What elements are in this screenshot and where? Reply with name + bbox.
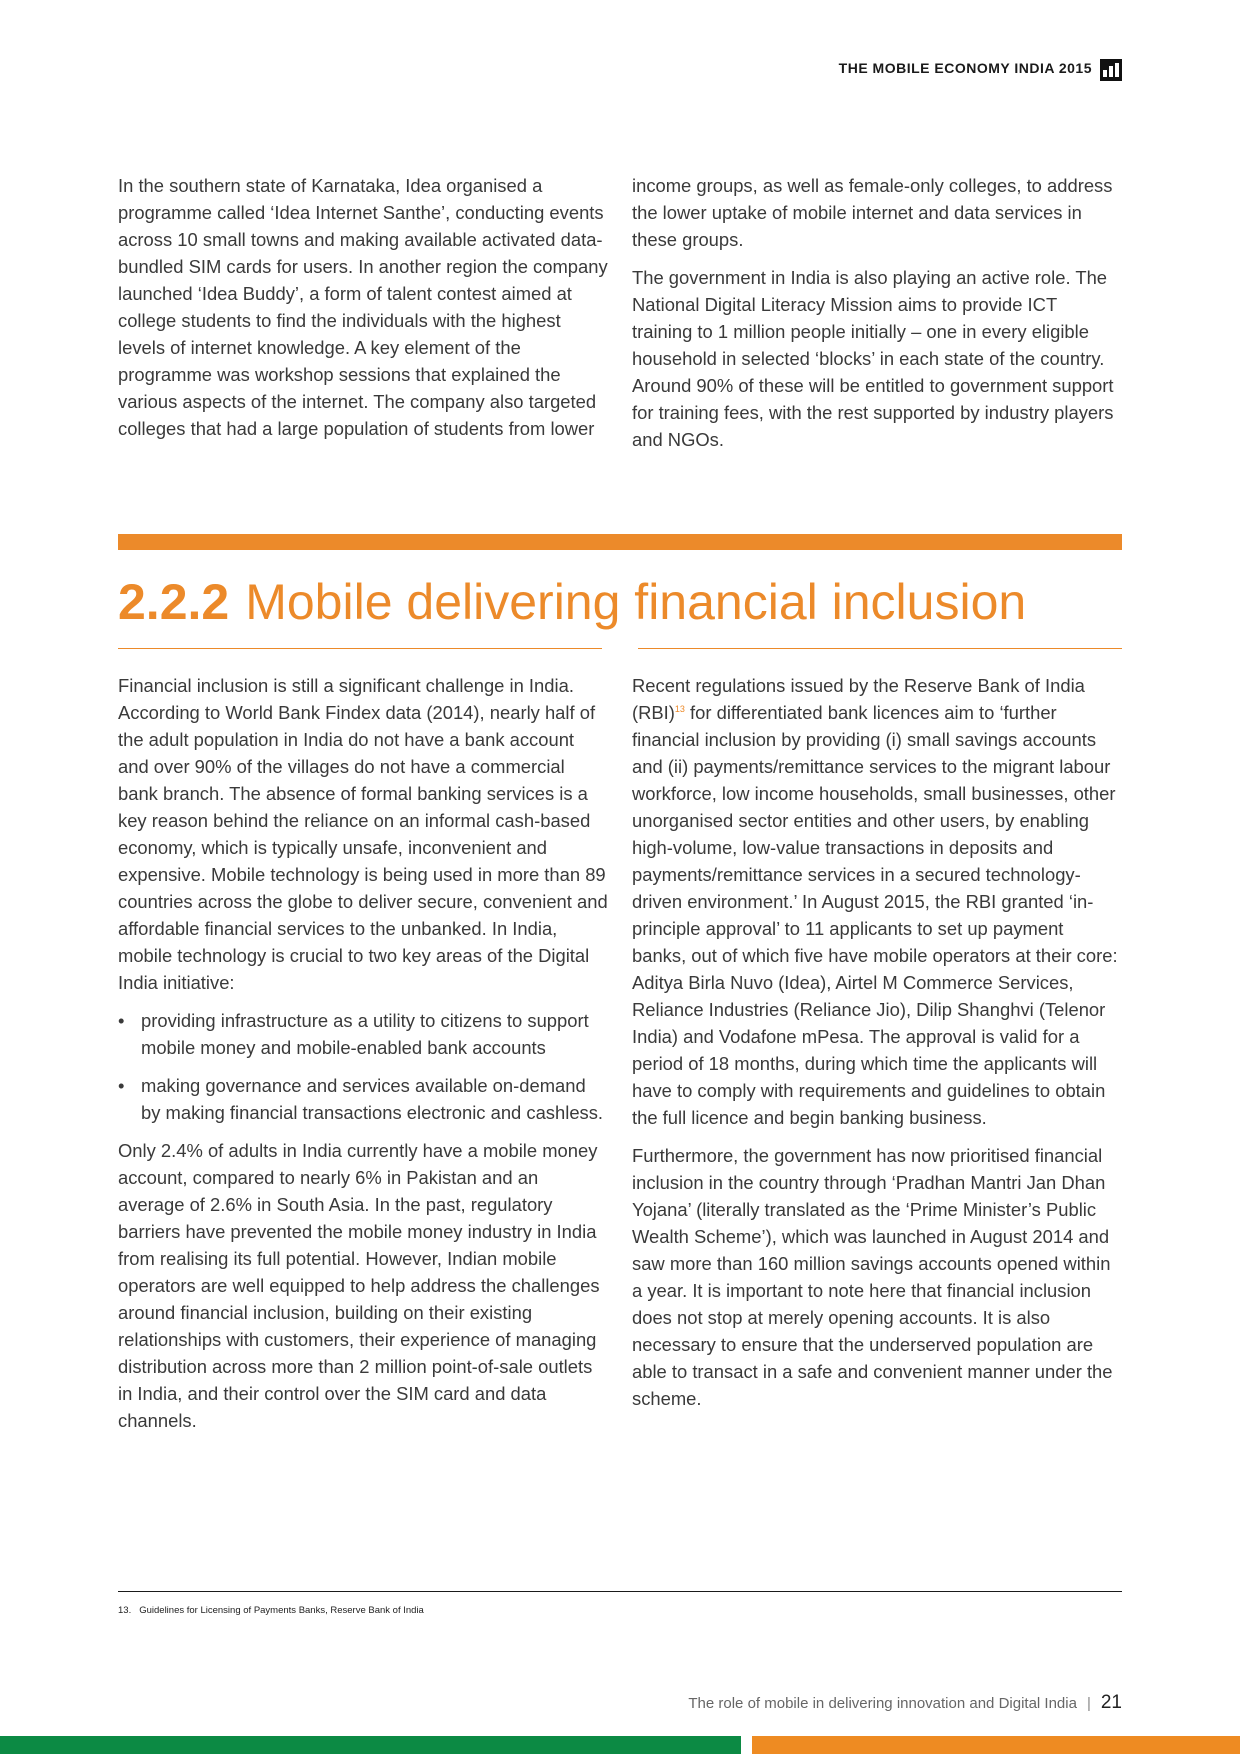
footer-green-bar: [0, 1736, 741, 1754]
body-paragraph: Financial inclusion is still a significant challenge in India. According to World Bank Findex data (2014), nearly half of the adult population in India do not have a bank account and over 90% of the villages do not have a commercial bank branch. The absence of formal banking services is a key reason behind the reliance on an informal cash-based economy, which is typically unsafe, inconvenient and expensive. Mobile technology is being used in more than 89 countries across the globe to deliver secure, convenient and affordable financial services to the unbanked. In India, mobile technology is crucial to two key areas of the Digital India initiative:: [118, 675, 608, 993]
section-title: Mobile delivering financial inclusion: [245, 574, 1027, 630]
footnote-rule: [118, 1591, 1122, 1592]
bullet-mark: •: [118, 1075, 125, 1096]
footer-text: The role of mobile in delivering innovation and Digital India: [688, 1695, 1077, 1712]
footnote-number: 13.: [118, 1605, 132, 1616]
heading-rule-left: [118, 648, 602, 649]
body-paragraph: Furthermore, the government has now prioritised financial inclusion in the country through ‘Pradhan Mantri Jan Dhan Yojana’ (literally translated as the ‘Prime Minister’s Public Wealth Scheme’), which was launched in August 2014 and saw more than 160 million savings accounts opened within a year. It is important to note here that financial inclusion does not stop at merely opening accounts. It is also necessary to ensure that the underserved population are able to transact in a safe and convenient manner under the scheme.: [632, 1145, 1113, 1409]
intro-right-paragraph: The government in India is also playing an active role. The National Digital Literacy Mission aims to provide ICT training to 1 million people initially – one in every eligible household in selected ‘blocks’ in each state of the country. Around 90% of these will be entitled to government support for training fees, with the rest supported by industry players and NGOs.: [632, 267, 1114, 450]
page-footer: [688, 1692, 1122, 1714]
paragraph-text-start: Recent regulations issued by the Reserve Bank of India (RBI): [632, 675, 1085, 723]
footnote-text: Guidelines for Licensing of Payments Banks, Reserve Bank of India: [139, 1605, 424, 1616]
section-heading: [118, 572, 1026, 632]
body-paragraph: [632, 672, 1122, 1131]
bullet-text: making governance and services available on-demand by making financial transactions electronic and cashless.: [141, 1075, 604, 1123]
bullet-item: [118, 1007, 608, 1061]
footnote: [118, 1605, 424, 1616]
footer-orange-bar: [752, 1736, 1240, 1754]
bullet-mark: •: [118, 1010, 125, 1031]
section-divider-bar: [118, 534, 1122, 550]
intro-right-column: [632, 172, 1122, 464]
running-header-title: THE MOBILE ECONOMY INDIA 2015: [838, 60, 1092, 76]
intro-left-column: [118, 172, 608, 453]
gsma-logo-icon: [1100, 59, 1122, 81]
bullet-list: [118, 1007, 608, 1126]
main-right-column: [632, 672, 1122, 1423]
bullet-text: providing infrastructure as a utility to citizens to support mobile money and mobile-enabled bank accounts: [141, 1010, 589, 1058]
body-paragraph: Only 2.4% of adults in India currently have a mobile money account, compared to nearly 6% in Pakistan and an average of 2.6% in South Asia. In the past, regulatory barriers have prevented the mobile money industry in India from realising its full potential. However, Indian mobile operators are well equipped to help address the challenges around financial inclusion, building on their existing relationships with customers, their experience of managing distribution across more than 2 million point-of-sale outlets in India, and their control over the SIM card and data channels.: [118, 1140, 600, 1431]
bullet-item: [118, 1072, 608, 1126]
section-number: 2.2.2: [118, 574, 230, 630]
heading-rule-right: [638, 648, 1122, 649]
paragraph-text-end: for differentiated bank licences aim to ‘further financial inclusion by providing (i) small savings accounts and (ii) payments/remittance services to the migrant labour workforce, low income households, small businesses, other unorganised sector entities and other users, by enabling high-volume, low-value transactions in deposits and payments/remittance services in a secured technology-driven environment.’ In August 2015, the RBI granted ‘in-principle approval’ to 11 applicants to set up payment banks, out of which five have mobile operators at their core: Aditya Birla Nuvo (Idea), Airtel M Commerce Services, Reliance Industries (Reliance Jio), Dilip Shanghvi (Telenor India) and Vodafone mPesa. The approval is valid for a period of 18 months, during which time the applicants will have to comply with requirements and guidelines to obtain the full licence and begin banking business.: [632, 702, 1118, 1128]
footnote-reference: 13: [674, 703, 685, 714]
intro-left-paragraph: In the southern state of Karnataka, Idea organised a programme called ‘Idea Internet Santhe’, conducting events across 10 small towns and making available activated data-bundled SIM cards for users. In another region the company launched ‘Idea Buddy’, a form of talent contest aimed at college students to find the individuals with the highest levels of internet knowledge. A key element of the programme was workshop sessions that explained the various aspects of the internet. The company also targeted colleges that had a large population of students from lower: [118, 175, 608, 439]
footer-separator: |: [1086, 1695, 1091, 1712]
main-left-column: [118, 672, 608, 1445]
page-number: 21: [1100, 1692, 1122, 1713]
intro-right-paragraph: income groups, as well as female-only colleges, to address the lower uptake of mobile internet and data services in these groups.: [632, 175, 1113, 250]
